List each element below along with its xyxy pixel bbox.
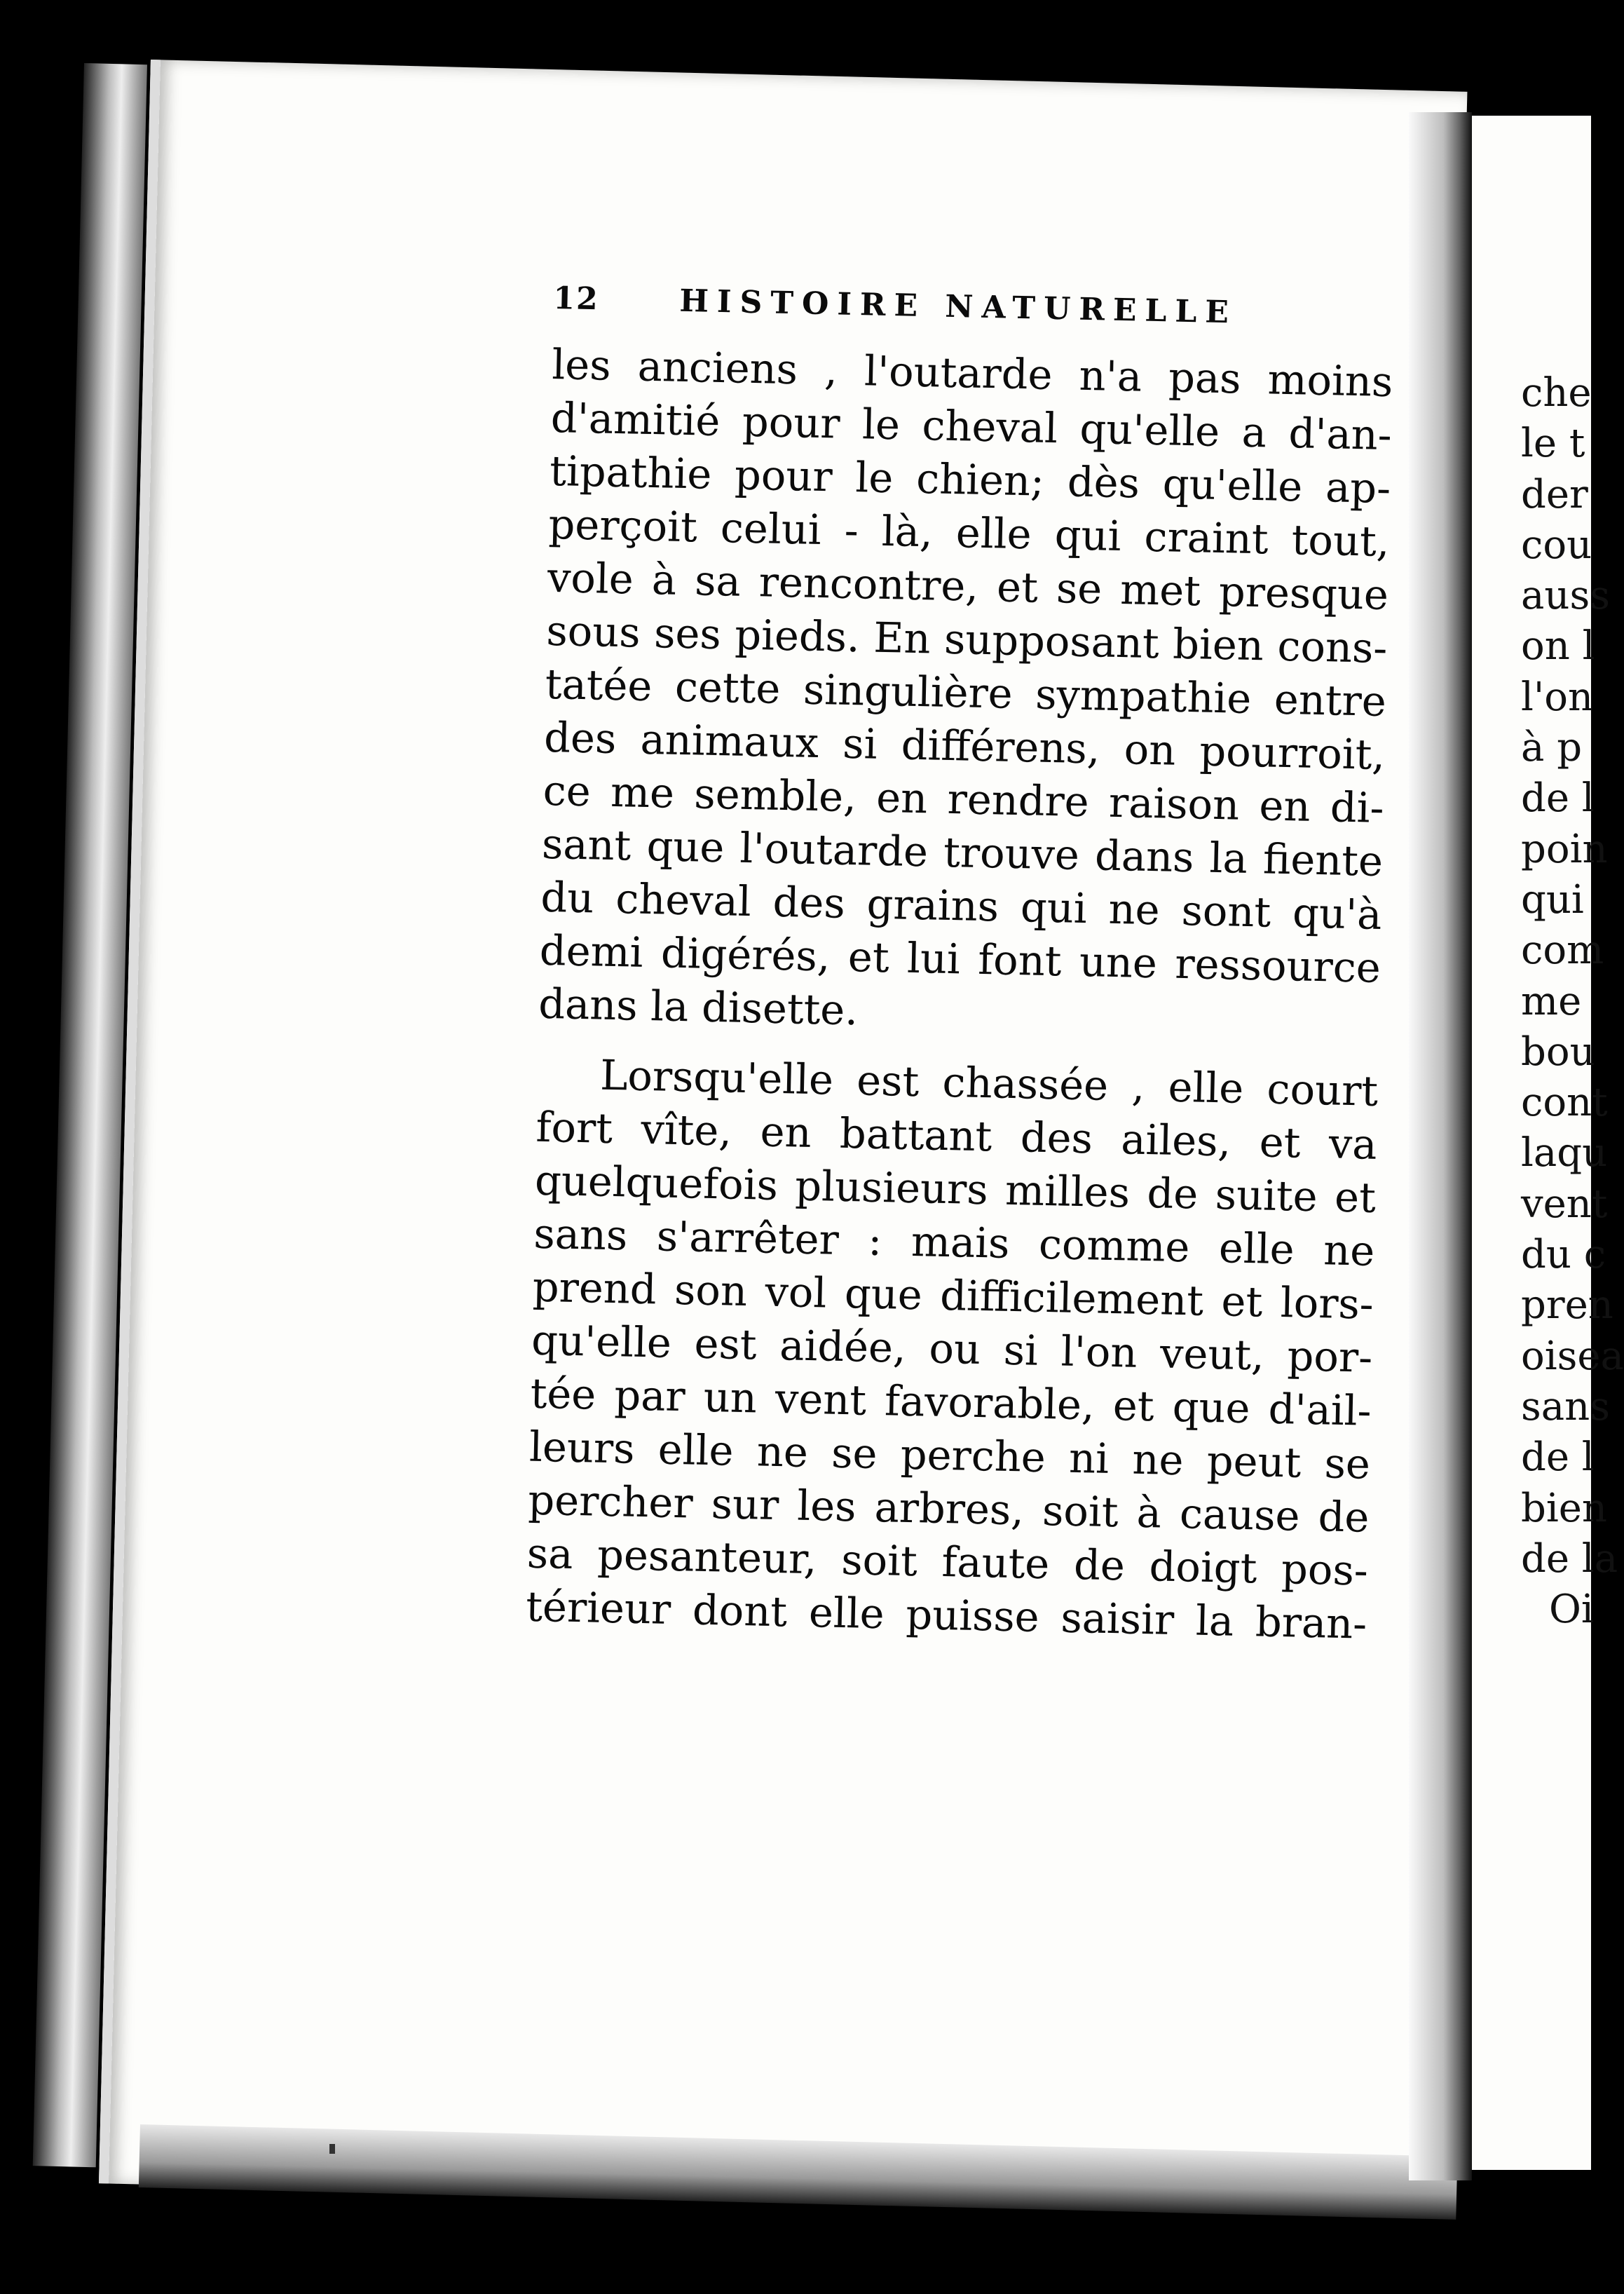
right-page-line: cou (1521, 522, 1592, 568)
right-page-text (1521, 368, 1624, 1635)
right-page-line: vent (1521, 1181, 1608, 1227)
text-line: demi digérés, et lui font une ressource (539, 925, 1381, 992)
right-page-line: de l (1521, 775, 1595, 822)
right-page-line: à p (1521, 725, 1583, 771)
text-line: vole à sa rencontre, et se met presque (547, 552, 1389, 620)
paragraph (538, 338, 1393, 1048)
text-line: perçoit celui - là, elle qui craint tout, (548, 499, 1391, 566)
text-line: sans s'arrêter : mais comme elle ne (533, 1209, 1375, 1275)
paragraph (526, 1047, 1379, 1651)
right-page-line: qui (1521, 876, 1584, 923)
text-line: tatée cette singulière sympathie entre (545, 659, 1387, 726)
left-page-text (526, 280, 1395, 1651)
right-page-line: der (1521, 471, 1588, 517)
text-line: du cheval des grains qui ne sont qu'à (540, 872, 1383, 939)
text-line: fort vîte, en battant des ailes, et va (535, 1102, 1378, 1169)
right-page-line: on l (1521, 623, 1595, 670)
text-line: prend son vol que difficilement et lors- (532, 1262, 1374, 1329)
text-line: sous ses pieds. En supposant bien cons- (545, 606, 1388, 673)
text-line: tipathie pour le chien; dès qu'elle ap- (549, 446, 1391, 513)
right-page-line: l'on (1521, 674, 1594, 720)
right-page-line: bien (1521, 1485, 1607, 1531)
right-page-line: poin (1521, 826, 1608, 872)
right-page-line: me (1521, 978, 1582, 1024)
right-page-line: oisea (1521, 1333, 1624, 1379)
text-line: tée par un vent favorable, et que d'ail- (530, 1369, 1372, 1435)
book-gutter (1409, 112, 1472, 2180)
text-line: quelquefois plusieurs milles de suite et (534, 1155, 1377, 1222)
text-line: ce me semble, en rendre raison en di- (543, 766, 1385, 832)
right-page-line: le t (1521, 421, 1585, 467)
text-line: sa pesanteur, soit faute de doigt pos- (526, 1528, 1369, 1595)
right-page-line: de la (1521, 1535, 1618, 1582)
right-page-line: che (1521, 370, 1592, 416)
text-line: leurs elle ne se perche ni ne peut se (528, 1422, 1371, 1488)
page-number: 12 (552, 280, 600, 318)
text-line: Lorsqu'elle est chassée , elle court (599, 1050, 1379, 1115)
right-page-line: sans (1521, 1383, 1610, 1430)
right-page-line: pren (1521, 1282, 1613, 1329)
right-page (1472, 116, 1624, 2170)
text-line: dans la disette. (538, 979, 859, 1035)
text-line: des animaux si différens, on pourroit, (543, 712, 1386, 779)
right-page-line: du c (1521, 1232, 1606, 1278)
right-page-line: Oi (1549, 1587, 1594, 1633)
right-page-line: cont (1521, 1080, 1608, 1126)
right-page-line: de l (1521, 1434, 1595, 1481)
text-line: percher sur les arbres, soit à cause de (527, 1475, 1370, 1542)
page-speck (329, 2144, 335, 2154)
right-page-line: com (1521, 928, 1604, 974)
text-line: sant que l'outarde trouve dans la fiente (541, 819, 1384, 885)
text-line: térieur dont elle puisse saisir la bran- (525, 1582, 1367, 1648)
right-page-line: laqu (1521, 1130, 1608, 1176)
body-text (526, 338, 1393, 1651)
right-page-line: bou (1521, 1029, 1595, 1075)
text-line: d'amitié pour le cheval qu'elle a d'an- (550, 393, 1393, 460)
text-line: qu'elle est aidée, ou si l'on veut, por- (531, 1315, 1373, 1382)
running-head-title: HISTOIRE NATURELLE (678, 283, 1238, 331)
right-page-line: auss (1521, 573, 1610, 619)
text-line: les anciens , l'outarde n'a pas moins (551, 339, 1393, 407)
